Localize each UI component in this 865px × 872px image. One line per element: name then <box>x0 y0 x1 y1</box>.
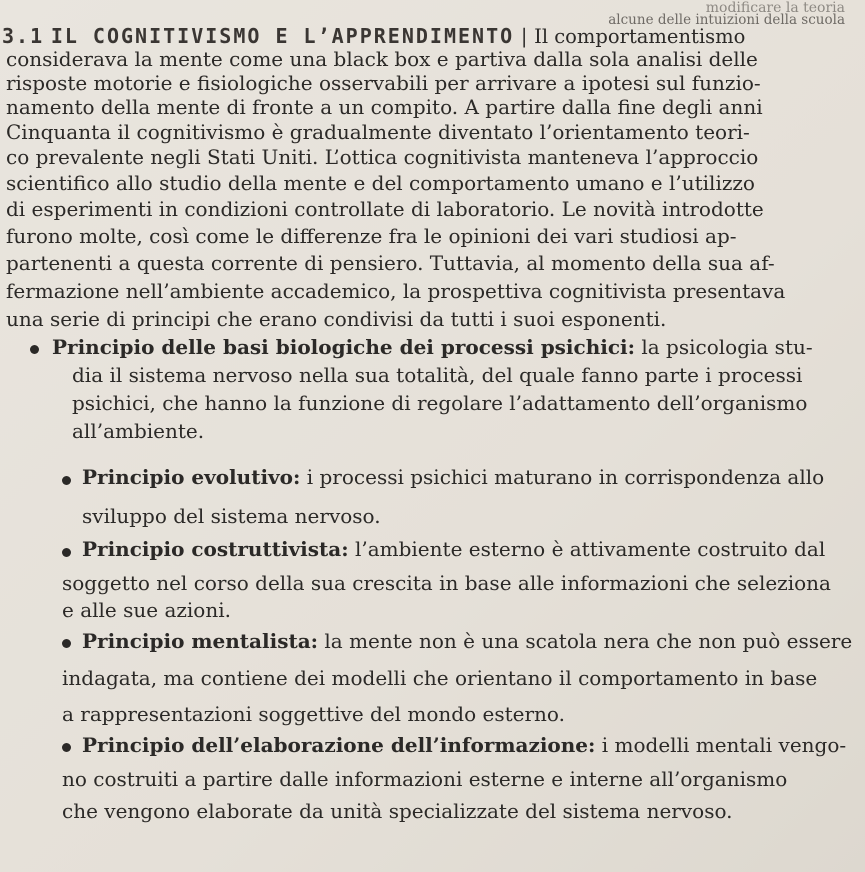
bullet-1-line-4: all’ambiente. <box>72 419 205 443</box>
intro-line-7: di esperimenti in condizioni controllate di laboratorio. Le novità introdotte <box>6 197 764 221</box>
bullet-3-line-2: soggetto nel corso della sua crescita in base alle informazioni che seleziona <box>62 571 831 595</box>
intro-line-10: fermazione nell’ambiente accademico, la prospettiva cognitivista presentava <box>6 279 786 303</box>
intro-line-9: partenenti a questa corrente di pensiero. Tuttavia, al momento della sua af- <box>6 251 775 275</box>
section-title-tail: Il comportamentismo <box>534 25 746 48</box>
bullet-1-line-2: dia il sistema nervoso nella sua totalità, del quale fanno parte i processi <box>72 363 803 387</box>
bullet-4-line-3: a rappresentazioni soggettive del mondo esterno. <box>62 702 565 726</box>
bullet-dot-1 <box>30 345 39 354</box>
bullet-1-line-3: psichici, che hanno la funzione di regolare l’adattamento dell’organismo <box>72 391 808 415</box>
bullet-dot-3 <box>62 548 71 557</box>
bullet-dot-5 <box>62 743 71 752</box>
bullet-5-first: i modelli mentali vengo- <box>595 733 847 757</box>
intro-line-3: namento della mente di fronte a un compito. A partire dalla fine degli anni <box>6 95 763 119</box>
intro-line-6: scientifico allo studio della mente e del comportamento umano e l’utilizzo <box>6 171 755 195</box>
bullet-dot-2 <box>62 476 71 485</box>
bullet-dot-4 <box>62 639 71 648</box>
running-header-line-2: alcune delle intuizioni della scuola <box>608 12 845 28</box>
bullet-5-first-line <box>82 734 846 756</box>
bullet-2-first: i processi psichici maturano in corrispondenza allo <box>300 465 825 489</box>
section-number: 3.1 <box>2 24 45 48</box>
section-title: IL COGNITIVISMO E L’APPRENDIMENTO <box>50 24 515 48</box>
bullet-3-first: l’ambiente esterno è attivamente costruito dal <box>348 537 826 561</box>
intro-line-2: risposte motorie e fisiologiche osservabili per arrivare a ipotesi sul funzio- <box>6 71 761 95</box>
section-heading <box>2 24 745 48</box>
bullet-2-first-line <box>82 466 824 488</box>
bullet-5-line-3: che vengono elaborate da unità specializzate del sistema nervoso. <box>62 799 733 823</box>
intro-line-1: considerava la mente come una black box e partiva dalla sola analisi delle <box>6 47 758 71</box>
bullet-4-line-2: indagata, ma contiene dei modelli che orientano il comportamento in base <box>62 666 818 690</box>
bullet-3-term: Principio costruttivista: <box>82 537 349 561</box>
bullet-1-first: la psicologia stu- <box>635 335 813 359</box>
bullet-1-first-line <box>52 336 813 358</box>
section-separator: | <box>520 25 528 48</box>
intro-line-8: furono molte, così come le differenze fra le opinioni dei vari studiosi ap- <box>6 224 737 248</box>
bullet-2-term: Principio evolutivo: <box>82 465 301 489</box>
intro-line-4: Cinquanta il cognitivismo è gradualmente diventato l’orientamento teori- <box>6 120 750 144</box>
bullet-2-line-2: sviluppo del sistema nervoso. <box>82 504 381 528</box>
running-header-line-1: modificare la teoria <box>705 0 845 16</box>
bullet-5-line-2: no costruiti a partire dalle informazioni esterne e interne all’organismo <box>62 767 788 791</box>
bullet-4-first-line <box>82 630 852 652</box>
intro-line-11: una serie di principi che erano condivisi da tutti i suoi esponenti. <box>6 307 667 331</box>
bullet-5-term: Principio dell’elaborazione dell’informazione: <box>82 733 596 757</box>
bullet-4-first: la mente non è una scatola nera che non può essere <box>318 629 853 653</box>
intro-line-5: co prevalente negli Stati Uniti. L’ottica cognitivista manteneva l’approccio <box>6 145 759 169</box>
bullet-4-term: Principio mentalista: <box>82 629 319 653</box>
bullet-3-line-3: e alle sue azioni. <box>62 598 231 622</box>
bullet-1-term: Principio delle basi biologiche dei processi psichici: <box>52 335 636 359</box>
bullet-3-first-line <box>82 538 825 560</box>
